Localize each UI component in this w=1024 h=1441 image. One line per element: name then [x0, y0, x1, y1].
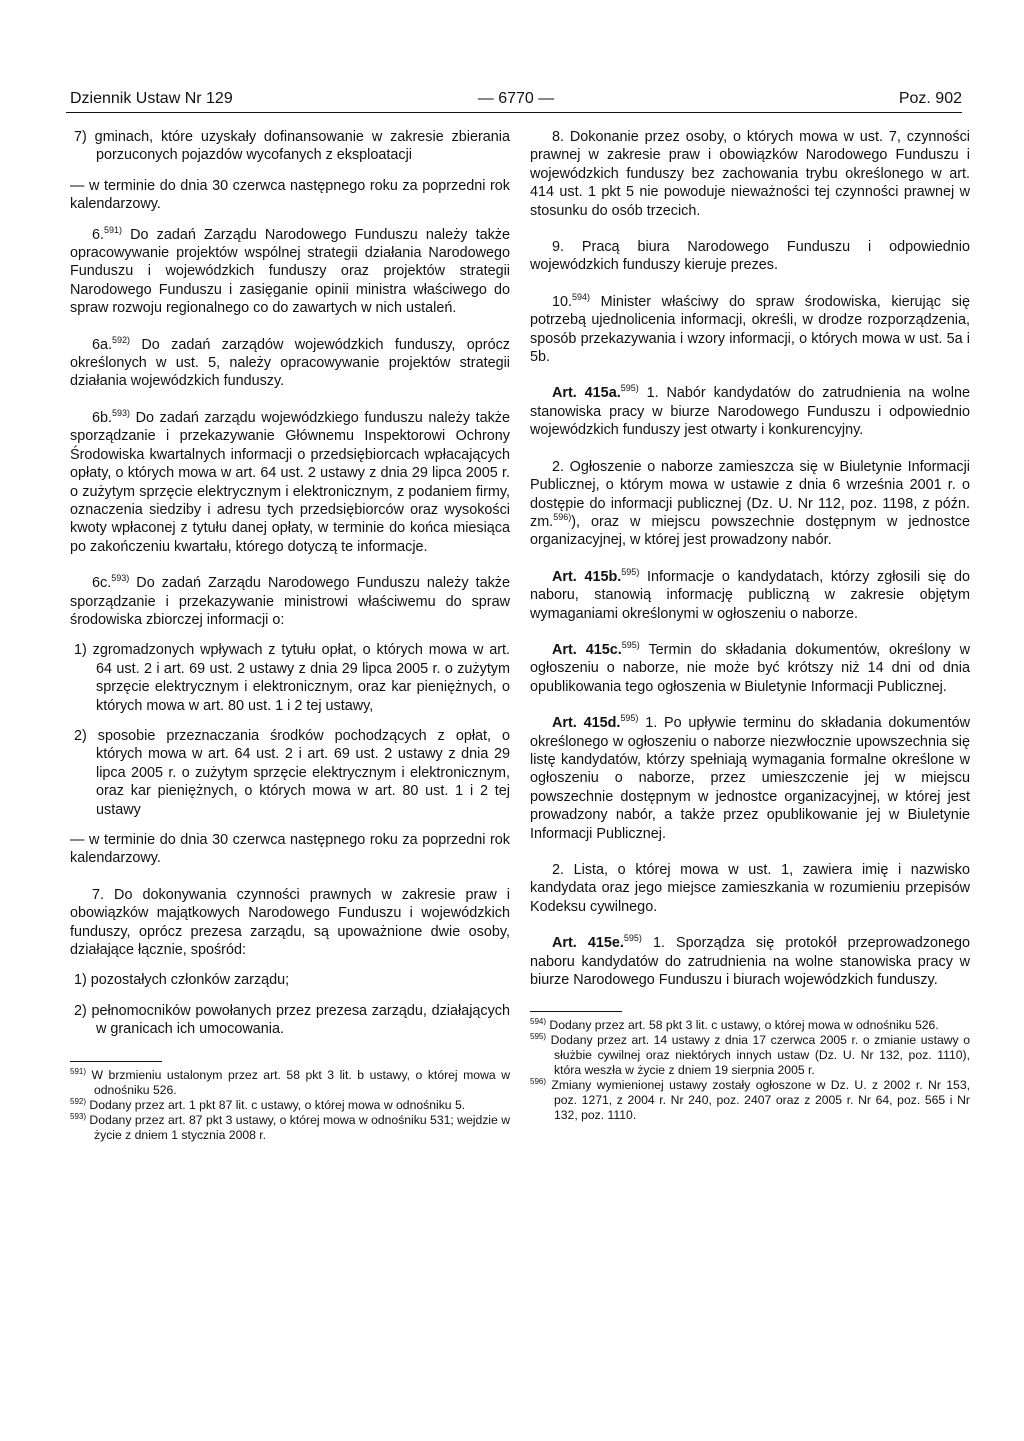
footnote-number: 591)	[70, 1066, 87, 1076]
footnote-596	[530, 1078, 970, 1123]
footnote-number: 593)	[70, 1111, 87, 1121]
footnote-rule	[530, 1011, 622, 1012]
paragraph-number: 6a.	[92, 336, 113, 353]
article-415c	[530, 641, 970, 696]
article-title: Art. 415e.	[552, 935, 624, 952]
footnote-593	[70, 1113, 510, 1143]
page-number: — 6770 —	[477, 90, 555, 107]
paragraph-text: Do zadań Zarządu Narodowego Funduszu należy także sporządzanie i przekazywanie ministrowi właściwemu do spraw środowiska zbiorczej informacji o:	[70, 575, 510, 628]
paragraph-8: 8. Dokonanie przez osoby, o których mowa w ust. 7, czynności prawnej w zakresie praw i obowiązków Narodowego Funduszu i wojewódzkich funduszy bez zachowania trybu określonego w art. 414 ust. 1 pkt 5 nie powoduje nieważności tej czynności prawnej w stosunku do osób trzecich.	[530, 129, 970, 219]
footnote-ref: 595)	[620, 383, 639, 394]
article-415b	[530, 568, 970, 623]
paragraph-6	[70, 226, 510, 318]
paragraph-number: 6c.	[92, 575, 112, 592]
article-415d-paragraph-2: 2. Lista, o której mowa w ust. 1, zawiera imię i nazwisko kandydata oraz jego miejsce zamieszkania w rozumieniu przepisów Kodeksu cywilnego.	[530, 862, 970, 915]
footnote-ref: 595)	[620, 713, 639, 724]
footnote-text: W brzmieniu ustalonym przez art. 58 pkt 3 lit. b ustawy, o której mowa w odnośniku 526.	[86, 1067, 510, 1097]
paragraph-text: Do zadań Zarządu Narodowego Funduszu należy także opracowywanie projektów wspólnej strategii działania Narodowego Funduszu i wojewódzkich funduszy oraz projektów strategii Narodowego Funduszu i zasięganie opinii ministra właściwego do spraw rozwoju regionalnego co do zawartych w nich ustaleń.	[70, 226, 510, 317]
article-text: Termin do składania dokumentów, określony w ogłoszeniu o naborze, nie może być krótszy niż 14 dni od dnia opublikowania tego ogłoszenia w Biuletynie Informacji Publicznej.	[530, 641, 970, 695]
position-number: Poz. 902	[898, 90, 962, 107]
article-text: 1. Nabór kandydatów do zatrudnienia na wolne stanowiska pracy w biurze Narodowego Funduszu i odpowiednio wojewódzkich funduszy jest otwarty i konkurencyjny.	[530, 385, 970, 439]
article-415a-paragraph-2	[530, 458, 970, 550]
article-title: Art. 415d.	[552, 715, 621, 732]
paragraph-10	[530, 293, 970, 367]
page-header	[70, 90, 962, 112]
footnote-number: 596)	[530, 1077, 547, 1087]
footnote-number: 594)	[530, 1017, 547, 1027]
footnote-text: Zmiany wymienionej ustawy zostały ogłoszone w Dz. U. z 2002 r. Nr 153, poz. 1271, z 2004 r. Nr 240, poz. 2407 oraz z 2005 r. Nr 64, poz. 565 i Nr 132, poz. 1110.	[546, 1078, 970, 1123]
paragraph-7: 7. Do dokonywania czynności prawnych w zakresie praw i obowiązków majątkowych Narodowego Funduszu i wojewódzkich funduszy, oprócz prezesa zarządu, są upoważnione dwie osoby, działające łącznie, spośród:	[70, 886, 510, 959]
footnote-ref: 595)	[621, 639, 640, 650]
footnote-ref: 595)	[623, 933, 642, 944]
article-text: 1. Sporządza się protokół przeprowadzonego naboru kandydatów do zatrudnienia na wolne stanowiska pracy w biurze Narodowego Funduszu i biurach wojewódzkich funduszy.	[530, 935, 970, 989]
paragraph-text: 2. Ogłoszenie o naborze zamieszcza się w Biuletynie Informacji Publicznej, o którym mowa w ustawie z dnia 6 września 2001 r. o dostępie do informacji publicznej (Dz. U. Nr 112, poz. 1198, z późn. zm.	[530, 458, 970, 530]
right-column	[530, 128, 970, 1123]
footnote-ref: 594)	[572, 291, 591, 302]
article-text: Informacje o kandydatach, którzy zgłosili się do naboru, stanowią informację publiczną w zakresie objętym wymaganiami określonymi w ogłoszeniu o naborze.	[530, 568, 970, 622]
paragraph-text: ), oraz w miejscu powszechnie dostępnym w jednostce organizacyjnej, w której jest prowadzony nabór.	[530, 513, 970, 549]
paragraph-number: 6b.	[92, 409, 113, 426]
article-title: Art. 415a.	[552, 385, 621, 402]
footnote-ref: 595)	[621, 566, 640, 577]
footnote-595	[530, 1033, 970, 1078]
list-item-1: 1) pozostałych członków zarządu;	[74, 972, 290, 989]
header-rule	[66, 112, 962, 113]
footnote-number: 595)	[530, 1032, 547, 1042]
footnote-text: Dodany przez art. 14 ustawy z dnia 17 czerwca 2005 r. o zmianie ustawy o służbie cywilnej oraz niektórych innych ustaw (Dz. U. Nr 132, poz. 1110), która weszła w życie z dniem 19 sierpnia 2005 r.	[546, 1033, 970, 1078]
journal-title: Dziennik Ustaw Nr 129	[70, 90, 233, 107]
footnote-ref: 593)	[111, 573, 130, 584]
paragraph-6b	[70, 409, 510, 556]
paragraph-text: Minister właściwy do spraw środowiska, kierując się potrzebą ujednolicenia informacji, określi, w drodze rozporządzenia, sposób przekazywania i wzory informacji, o których mowa w ust. 5a i 5b.	[530, 293, 970, 366]
footnote-ref: 596)	[553, 511, 572, 522]
paragraph-text: Do zadań zarządów wojewódzkich funduszy, oprócz określonych w ust. 5, należy opracowywanie projektów strategii działania wojewódzkich funduszy.	[70, 336, 510, 390]
footnote-ref: 591)	[104, 224, 123, 235]
left-column	[70, 128, 510, 1143]
article-415a	[530, 384, 970, 439]
footnote-591	[70, 1068, 510, 1098]
article-415e	[530, 934, 970, 989]
article-415d	[530, 714, 970, 843]
article-title: Art. 415b.	[552, 568, 622, 585]
footnote-ref: 592)	[112, 334, 131, 345]
paragraph-text: Do zadań zarządu wojewódzkiego funduszu należy także sporządzanie i przekazywanie Głównemu Inspektorowi Ochrony Środowiska kwartalnych informacji o przedsiębiorcach wpłacających opłaty, o których mowa w art. 64 ust. 2 ustawy z dnia 29 lipca 2005 r. o zużytym sprzęcie elektrycznym i elektronicznym, z podaniem firmy, oznaczenia siedziby i adresu tych przedsiębiorców oraz wysokości kwoty wpłaconej z tytułu danej opłaty, w terminie do końca miesiąca po zakończeniu kwartału, którego dotyczą te informacje.	[70, 409, 510, 555]
footnote-594	[530, 1018, 970, 1033]
deadline-paragraph: — w terminie do dnia 30 czerwca następnego roku za poprzedni rok kalendarzowy.	[70, 832, 510, 867]
footnote-number: 592)	[70, 1096, 87, 1106]
paragraph-6c	[70, 574, 510, 629]
article-title: Art. 415c.	[552, 641, 622, 658]
footnote-592	[70, 1098, 510, 1113]
paragraph-9: 9. Pracą biura Narodowego Funduszu i odpowiednio wojewódzkich funduszy kieruje prezes.	[530, 239, 970, 274]
article-text: 1. Po upływie terminu do składania dokumentów określonego w ogłoszeniu o naborze niezwłocznie upowszechnia się listę kandydatów, którzy spełniają wymagania formalne określone w ogłoszeniu o naborze, przez umieszczenie jej w miejscu powszechnie dostępnym w jednostce organizacyjnej, w której jest prowadzony nabór, a także przez opublikowanie jej w Biuletynie Informacji Publicznej.	[530, 715, 970, 842]
paragraph-6a	[70, 336, 510, 391]
footnote-rule	[70, 1061, 162, 1062]
paragraph-number: 10.	[552, 293, 573, 310]
footnote-text: Dodany przez art. 58 pkt 3 lit. c ustawy, o której mowa w odnośniku 526.	[546, 1018, 939, 1033]
footnote-text: Dodany przez art. 87 pkt 3 ustawy, o której mowa w odnośniku 531; wejdzie w życie z dniem 1 stycznia 2008 r.	[86, 1112, 510, 1142]
footnote-ref: 593)	[112, 407, 131, 418]
list-item-7: 7) gminach, które uzyskały dofinansowanie w zakresie zbierania porzuconych pojazdów wycofanych z eksploatacji	[74, 129, 510, 164]
deadline-paragraph: — w terminie do dnia 30 czerwca następnego roku za poprzedni rok kalendarzowy.	[70, 177, 510, 213]
list-item-2: 2) pełnomocników powołanych przez prezesa zarządu, działających w granicach ich umocowania.	[74, 1002, 510, 1038]
paragraph-number: 6.	[92, 226, 105, 243]
list-item-1: 1) zgromadzonych wpływach z tytułu opłat, o których mowa w art. 64 ust. 2 i art. 69 ust. 2 ustawy z dnia 29 lipca 2005 r. o zużytym sprzęcie elektrycznym i elektronicznym, oraz kar pieniężnych, o których mowa w art. 80 ust. 1 i 2 tej ustawy,	[74, 642, 510, 714]
footnote-text: Dodany przez art. 1 pkt 87 lit. c ustawy, o której mowa w odnośniku 5.	[86, 1097, 466, 1112]
list-item-2: 2) sposobie przeznaczania środków pochodzących z opłat, o których mowa w art. 64 ust. 2 i art. 69 ust. 2 ustawy z dnia 29 lipca 2005 r. o zużytym sprzęcie elektrycznym i elektronicznym, oraz kar pieniężnych, o których mowa w art. 80 ust. 1 i 2 tej ustawy	[74, 727, 510, 818]
